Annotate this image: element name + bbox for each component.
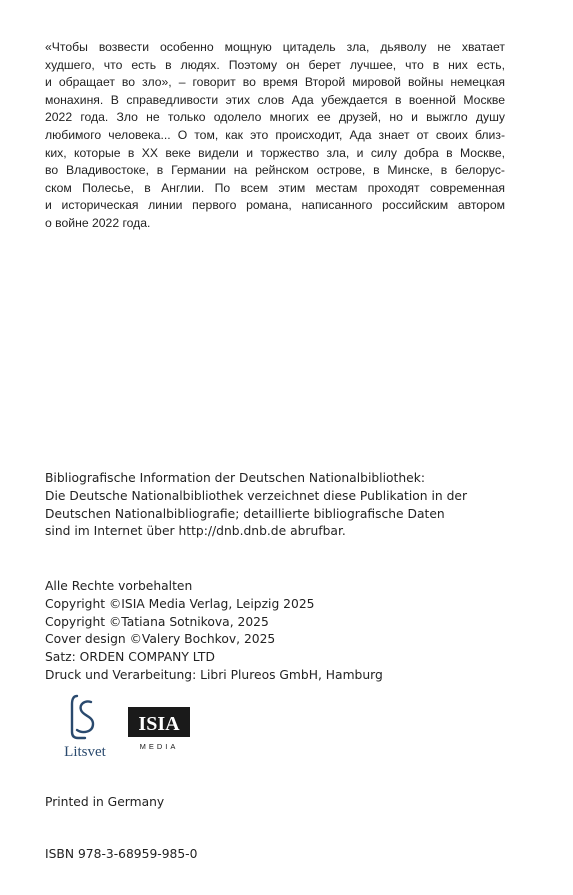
rights-line: Cover design ©Valery Bochkov, 2025 — [45, 632, 276, 647]
rights-block — [45, 578, 383, 685]
annotation-line: ском Полесье, в Англии. По всем этим местам проходят современная — [45, 180, 505, 195]
annotation-line: любимого человека... О том, как это происходит, Ада знает от своих близ- — [45, 127, 505, 142]
rights-line: Alle Rechte vorbehalten — [45, 579, 193, 593]
annotation-line: ких, которые в XX веке видели и торжество зла, и силу добра в Москве, — [45, 145, 505, 160]
isia-mark-icon — [128, 707, 192, 753]
annotation-line: монахиня. В справедливости этих слов Ада убеждается в военной Москве — [45, 92, 505, 107]
bibliographic-info — [45, 470, 467, 541]
annotation-line: «Чтобы возвести особенно мощную цитадель зла, дьяволу не хватает — [45, 40, 505, 54]
rights-line: Satz: ORDEN COMPANY LTD — [45, 650, 215, 665]
rights-line: Copyright ©ISIA Media Verlag, Leipzig 2025 — [45, 596, 315, 611]
annotation-line: о войне 2022 года. — [45, 215, 151, 230]
biblio-line: Deutschen Nationalbibliografie; detaillierte bibliografische Daten — [45, 506, 445, 521]
printed-in: Printed in Germany — [45, 795, 165, 809]
isbn: ISBN 978-3-68959-985-0 — [45, 847, 198, 861]
biblio-line: Bibliografische Information der Deutschen Nationalbibliothek: — [45, 471, 425, 485]
litsvet-logo — [55, 692, 115, 762]
media-word: MEDIA — [139, 742, 179, 751]
book-annotation — [45, 39, 505, 233]
biblio-line: Die Deutsche Nationalbibliothek verzeichnet diese Publikation in der — [45, 488, 468, 503]
rights-line: Copyright ©Tatiana Sotnikova, 2025 — [45, 614, 269, 629]
biblio-line: sind im Internet über http://dnb.dnb.de abrufbar. — [45, 524, 346, 539]
annotation-line: худшего, что есть в людях. Поэтому он берет лучшее, что в них есть, — [45, 57, 505, 72]
annotation-line: и историческая линии первого романа, написанного российским автором — [45, 198, 505, 213]
annotation-line: 2022 года. Зло не только одолело многих ее друзей, но и выжгло душу — [45, 110, 505, 125]
annotation-line: и обращает во зло», – говорит во время Второй мировой войны немецкая — [45, 75, 505, 90]
litsvet-word: Litsvet — [64, 744, 106, 760]
isia-word: ISIA — [138, 713, 180, 735]
litsvet-mark-icon — [55, 692, 115, 762]
annotation-line: во Владивостоке, в Германии на рейнском острове, в Минске, в белорус- — [45, 163, 505, 178]
isia-media-logo — [128, 707, 192, 753]
rights-line: Druck und Verarbeitung: Libri Plureos GmbH, Hamburg — [45, 667, 383, 682]
